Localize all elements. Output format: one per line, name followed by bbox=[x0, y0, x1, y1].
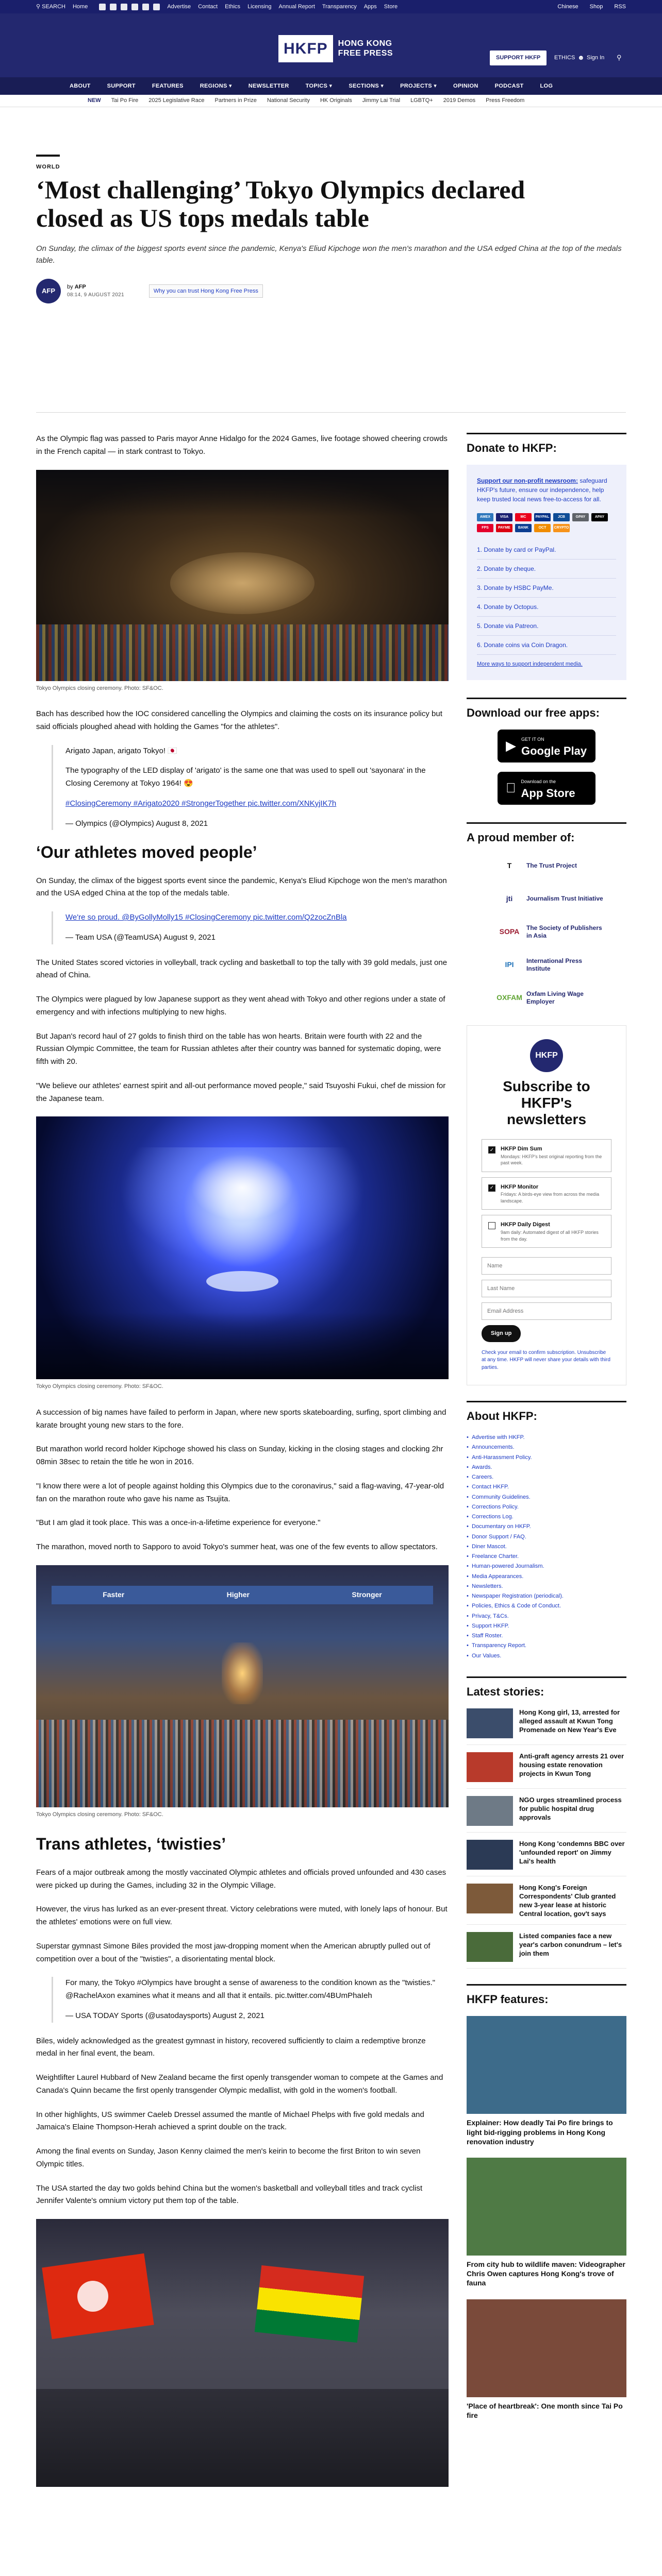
facebook-icon[interactable] bbox=[99, 4, 106, 10]
latest-stories bbox=[467, 1708, 626, 1969]
embedded-tweet bbox=[52, 1977, 449, 2022]
app-store-small: Download on the bbox=[511, 779, 546, 784]
donate-lead-link[interactable]: Support our non-profit newsroom: bbox=[477, 477, 578, 484]
motto-word: Stronger bbox=[352, 1590, 382, 1599]
feature-story[interactable] bbox=[467, 2299, 626, 2420]
latest-story[interactable] bbox=[467, 1840, 626, 1876]
story-thumbnail[interactable] bbox=[467, 1932, 513, 1962]
topbar-link-annual-report[interactable]: Annual Report bbox=[278, 3, 315, 10]
app-store-big: App Store bbox=[511, 786, 566, 800]
about-link[interactable]: • Awards. bbox=[467, 1463, 626, 1472]
trending-item[interactable]: HK Originals bbox=[320, 97, 352, 104]
motto-word: Faster bbox=[103, 1590, 125, 1599]
trust-link[interactable]: Why you can trust Hong Kong Free Press bbox=[149, 284, 263, 298]
member-list bbox=[467, 854, 626, 1010]
features-heading: HKFP features: bbox=[467, 1984, 626, 2008]
about-link[interactable]: • Diner Mascot. bbox=[467, 1542, 626, 1552]
trending-item[interactable]: Partners in Prize bbox=[214, 97, 257, 104]
about-link[interactable]: • Newspaper Registration (periodical). bbox=[467, 1591, 626, 1601]
about-link[interactable]: • Support HKFP. bbox=[467, 1621, 626, 1631]
category-rule bbox=[36, 155, 60, 157]
google-play-text bbox=[521, 733, 587, 758]
payment-method-icon: OCT bbox=[534, 524, 551, 532]
topbar-link-rss[interactable]: RSS bbox=[614, 3, 626, 10]
paragraph: The marathon, moved north to Sapporo to avoid Tokyo's summer heat, was one of the few events to allow spectators. bbox=[36, 1543, 438, 1552]
topbar-link-store[interactable]: Store bbox=[384, 3, 398, 10]
topbar-link-transparency[interactable]: Transparency bbox=[322, 3, 357, 10]
google-play-badge[interactable] bbox=[498, 730, 595, 762]
tweet-hashtags[interactable]: #ClosingCeremony #Arigato2020 #StrongerTogether pic.twitter.com/XNKyjIK7h bbox=[65, 799, 337, 808]
tweet-text[interactable]: We're so proud. @ByGollyMolly15 #ClosingCeremony pic.twitter.com/Q2zocZnBla bbox=[65, 913, 347, 922]
story-title[interactable]: Listed companies face a new year's carbon conundrum – let's join them bbox=[519, 1932, 622, 1958]
payment-method-icon: FPS bbox=[477, 524, 493, 532]
nav-podcast[interactable]: PODCAST bbox=[494, 82, 524, 89]
latest-story[interactable] bbox=[467, 1796, 626, 1833]
tweet-text: For many, the Tokyo #Olympics have brought a sense of awareness to the condition known as the "twisties." @RachelAxon examines what it means and all that it entails. pic.twitter.com/4BUmPhaIeh bbox=[65, 1978, 436, 2001]
latest-story[interactable] bbox=[467, 1708, 626, 1745]
payment-method-icon: PAYPAL bbox=[534, 513, 551, 521]
nav-opinion[interactable]: OPINION bbox=[453, 82, 478, 89]
author-name[interactable]: AFP bbox=[74, 284, 86, 291]
about-link[interactable]: • Media Appearances. bbox=[467, 1572, 626, 1582]
trending-label: NEW bbox=[88, 97, 101, 104]
youtube-icon[interactable] bbox=[131, 4, 138, 10]
about-link[interactable]: • Policies, Ethics & Code of Conduct. bbox=[467, 1601, 626, 1611]
nav-regions[interactable]: REGIONS ▾ bbox=[200, 82, 232, 91]
ethics-link[interactable]: ETHICS bbox=[554, 55, 575, 61]
feature-thumbnail[interactable] bbox=[467, 2299, 626, 2397]
section-heading: Trans athletes, ‘twisties’ bbox=[36, 1835, 226, 1854]
paragraph: Biles, widely acknowledged as the greatest gymnast in history, recovered sufficiently to claim a redemptive bronze medal in her final event, the beam. bbox=[36, 2036, 426, 2058]
paragraph: The USA started the day two golds behind China but the women's basketball and volleyball titles and track cyclist Jennifer Valente's omnium victory put them top of the table. bbox=[36, 2183, 423, 2206]
story-thumbnail[interactable] bbox=[467, 1752, 513, 1782]
article-body bbox=[36, 433, 449, 2502]
about-heading: About HKFP: bbox=[467, 1401, 626, 1425]
google-play-small: GET IT ON bbox=[521, 737, 544, 742]
fireworks-photo bbox=[36, 1116, 449, 1379]
checkbox-checked[interactable]: ✓ bbox=[488, 1184, 495, 1192]
site-header bbox=[0, 13, 662, 77]
about-link[interactable]: • Documentary on HKFP. bbox=[467, 1522, 626, 1532]
apps-heading: Download our free apps: bbox=[467, 698, 626, 721]
signup-button[interactable]: Sign up bbox=[482, 1325, 521, 1342]
about-link[interactable]: • Corrections Log. bbox=[467, 1512, 626, 1522]
nav-log[interactable]: LOG bbox=[540, 82, 553, 89]
paragraph: The Olympics were plagued by low Japanese support as they went ahead with Tokyo and other regions under a state of emergency and with infections multiplying to new highs. bbox=[36, 995, 445, 1016]
nav-support[interactable]: SUPPORT bbox=[107, 82, 136, 89]
paragraph: "But I am glad it took place. This was a once-in-a-lifetime experience for everyone." bbox=[36, 1518, 321, 1528]
trending-item[interactable]: Tai Po Fire bbox=[111, 97, 139, 104]
payment-method-icon: CRYPTO bbox=[553, 524, 570, 532]
topbar-link-licensing[interactable]: Licensing bbox=[247, 3, 272, 10]
main-nav bbox=[0, 77, 662, 95]
donate-lead bbox=[477, 476, 616, 504]
story-title[interactable]: Hong Kong 'condemns BBC over 'unfounded report' on Jimmy Lai's health bbox=[519, 1839, 625, 1865]
option-title: HKFP Daily Digest bbox=[501, 1222, 550, 1228]
paragraph: "We believe our athletes' earnest spirit and all-out performance moved people," said Tsuyoshi Fukui, chef de mission for the Japanese team. bbox=[36, 1081, 446, 1103]
paragraph: The United States scored victories in volleyball, track cycling and basketball to top the tally with 39 gold medals, just one ahead of China. bbox=[36, 958, 448, 980]
member-logo: OXFAM bbox=[496, 993, 522, 1002]
about-links bbox=[467, 1433, 626, 1661]
play-store-icon: ▶ bbox=[506, 738, 516, 753]
nav-topics[interactable]: TOPICS ▾ bbox=[306, 82, 333, 91]
paragraph: In other highlights, US swimmer Caeleb Dressel assumed the mantle of Michael Phelps with five gold medals and Jamaica's Elaine Thompson-Herah achieved a sprint double on the track. bbox=[36, 2110, 424, 2132]
article-lede: On Sunday, the climax of the biggest sports event since the pandemic, Kenya's Eliud Kipchoge won the men's marathon and the USA edged China at the top of the medals table. bbox=[36, 244, 622, 265]
byline-text bbox=[67, 283, 124, 298]
member-logo: T bbox=[507, 861, 512, 870]
nav-features[interactable]: FEATURES bbox=[152, 82, 184, 89]
story-title[interactable]: Anti-graft agency arrests 21 over housing estate renovation projects in Kwun Tong bbox=[519, 1752, 624, 1777]
member-name: The Trust Project bbox=[526, 862, 577, 870]
embedded-tweet bbox=[52, 911, 449, 944]
article-byline bbox=[36, 279, 626, 303]
email-field[interactable] bbox=[482, 1302, 611, 1320]
latest-story[interactable] bbox=[467, 1884, 626, 1925]
sidebar bbox=[467, 433, 626, 2431]
trending-bar bbox=[0, 95, 662, 107]
about-link[interactable]: • Community Guidelines. bbox=[467, 1493, 626, 1502]
tweet-attribution[interactable]: — Team USA (@TeamUSA) August 9, 2021 bbox=[65, 933, 216, 942]
last-name-field[interactable] bbox=[482, 1280, 611, 1297]
tweet-attribution[interactable]: — Olympics (@Olympics) August 8, 2021 bbox=[65, 819, 208, 828]
checkbox-unchecked[interactable] bbox=[488, 1222, 495, 1229]
topbar-link-ethics[interactable]: Ethics bbox=[225, 3, 241, 10]
instagram-icon[interactable] bbox=[121, 4, 127, 10]
donate-lead-text: safeguard HKFP's future, ensure our independence, help keep trusted local news free-to-access for all. bbox=[477, 477, 607, 503]
logo-line-2: FREE PRESS bbox=[338, 48, 393, 58]
sign-in-link[interactable]: Sign In bbox=[587, 55, 605, 61]
member-org[interactable] bbox=[498, 854, 626, 878]
feature-title[interactable]: From city hub to wildlife maven: Videographer Chris Owen captures Hong Kong's trove of fauna bbox=[467, 2260, 625, 2287]
logo-mark: HKFP bbox=[278, 35, 333, 62]
logo-line-1: HONG KONG bbox=[338, 39, 392, 48]
trending-item[interactable]: LGBTQ+ bbox=[410, 97, 433, 104]
story-thumbnail[interactable] bbox=[467, 1884, 513, 1913]
nav-newsletter[interactable]: NEWSLETTER bbox=[248, 82, 289, 89]
photo-caption: Tokyo Olympics closing ceremony. Photo: SF&OC. bbox=[36, 1811, 163, 1818]
section-heading: ‘Our athletes moved people’ bbox=[36, 843, 257, 862]
donate-more-link[interactable]: More ways to support independent media. bbox=[477, 661, 583, 667]
option-title: HKFP Monitor bbox=[501, 1183, 539, 1190]
embedded-tweet bbox=[52, 745, 449, 831]
logo-wordmark bbox=[338, 39, 393, 58]
motto-banner bbox=[52, 1586, 433, 1604]
member-org[interactable] bbox=[498, 953, 626, 977]
option-title: HKFP Dim Sum bbox=[501, 1146, 542, 1153]
donate-option[interactable]: 3. Donate by HSBC PayMe. bbox=[477, 579, 616, 598]
about-link[interactable]: • Careers. bbox=[467, 1472, 626, 1482]
latest-story[interactable] bbox=[467, 1932, 626, 1969]
newsletter-heading: Subscribe to HKFP's newsletters bbox=[503, 1078, 590, 1127]
site-logo[interactable] bbox=[278, 35, 393, 62]
paragraph: As the Olympic flag was passed to Paris mayor Anne Hidalgo for the 2024 Games, live footage showed cheering crowds in the French capital — in stark contrast to Tokyo. bbox=[36, 434, 448, 456]
donate-option[interactable]: 5. Donate via Patreon. bbox=[477, 617, 616, 636]
newsletter-signup bbox=[467, 1025, 626, 1386]
photo-caption: Tokyo Olympics closing ceremony. Photo: SF&OC. bbox=[36, 1383, 163, 1390]
donate-panel bbox=[467, 465, 626, 680]
about-link[interactable]: • Freelance Charter. bbox=[467, 1552, 626, 1562]
about-link[interactable]: • Privacy, T&Cs. bbox=[467, 1612, 626, 1621]
payment-method-icon: BANK bbox=[515, 524, 532, 532]
payment-method-icon: VISA bbox=[496, 513, 512, 521]
paragraph: A succession of big names have failed to perform in Japan, where new sports skateboarding, surfing, sport climbing and karate brought young new stars to the fore. bbox=[36, 1408, 446, 1430]
newsletter-option-dim-sum[interactable] bbox=[482, 1139, 611, 1172]
about-link[interactable]: • Anti-Harassment Policy. bbox=[467, 1453, 626, 1463]
apple-icon bbox=[506, 778, 516, 798]
topbar-link-apps[interactable]: Apps bbox=[363, 3, 377, 10]
newsletter-logo: HKFP bbox=[530, 1039, 563, 1072]
paragraph: But marathon world record holder Kipchoge showed his class on Sunday, kicking in the closing stages and clocking 2hr 08min 38sec to retain the title he won in 2016. bbox=[36, 1445, 443, 1467]
paragraph: Bach has described how the IOC considered cancelling the Olympics and claiming the costs on its insurance policy but said officials ploughed ahead with holding the Games "for the athletes". bbox=[36, 709, 442, 731]
story-thumbnail[interactable] bbox=[467, 1840, 513, 1870]
story-thumbnail[interactable] bbox=[467, 1796, 513, 1826]
paragraph: On Sunday, the climax of the biggest sports event since the pandemic, Kenya's Eliud Kipchoge won the men's marathon and the USA edged China at the top of the medals table. bbox=[36, 876, 447, 898]
trending-item[interactable]: 2019 Demos bbox=[443, 97, 476, 104]
member-logo: SOPA bbox=[499, 927, 520, 936]
social-icons bbox=[99, 4, 160, 10]
figure bbox=[36, 1565, 449, 1819]
member-name: The Society of Publishers in Asia bbox=[526, 924, 602, 939]
newsletter-option-daily-digest[interactable] bbox=[482, 1215, 611, 1248]
article-category[interactable]: WORLD bbox=[36, 164, 60, 170]
paragraph: Among the final events on Sunday, Jason Kenny claimed the men's keirin to become the first Briton to win seven Olympic titles. bbox=[36, 2147, 421, 2168]
member-org[interactable] bbox=[498, 920, 626, 944]
search-label: SEARCH bbox=[42, 3, 65, 10]
donate-option[interactable]: 4. Donate by Octopus. bbox=[477, 598, 616, 617]
topbar-link-advertise[interactable]: Advertise bbox=[167, 3, 191, 10]
about-link[interactable]: • Advertise with HKFP. bbox=[467, 1433, 626, 1443]
figure bbox=[36, 470, 449, 693]
newsletter-option-monitor[interactable] bbox=[482, 1177, 611, 1210]
donate-option[interactable]: 2. Donate by cheque. bbox=[477, 560, 616, 579]
paragraph: Weightlifter Laurel Hubbard of New Zealand became the first openly transgender woman to compete at the Games and Canada's Quinn became the first openly transgender Olympic medallist, with gold in the women's football. bbox=[36, 2073, 443, 2095]
linkedin-icon[interactable] bbox=[142, 4, 149, 10]
stadium-banner-photo bbox=[36, 1565, 449, 1807]
tweet-text: Arigato Japan, arigato Tokyo! 🇯🇵 bbox=[65, 746, 177, 755]
tweet-text: The typography of the LED display of 'arigato' is the same one that was used to spell out 'sayonara' in the Closing Ceremony at Tokyo 1964! 😍 bbox=[65, 766, 426, 788]
nav-about[interactable]: ABOUT bbox=[70, 82, 91, 89]
latest-story[interactable] bbox=[467, 1752, 626, 1789]
option-desc: Mondays: HKFP's best original reporting from the past week. bbox=[501, 1154, 602, 1166]
byline-by: by bbox=[67, 284, 73, 291]
trending-item[interactable]: Jimmy Lai Trial bbox=[362, 97, 401, 104]
article-headline: ‘Most challenging’ Tokyo Olympics declared closed as US tops medals table bbox=[36, 175, 525, 232]
header-divider bbox=[36, 412, 626, 413]
x-icon[interactable] bbox=[110, 4, 117, 10]
feature-title[interactable]: 'Place of heartbreak': One month since Tai Po fire bbox=[467, 2401, 623, 2419]
option-desc: Fridays: A birds-eye view from across the media landscape. bbox=[501, 1192, 600, 1204]
email-icon[interactable] bbox=[153, 4, 160, 10]
donate-option[interactable]: 6. Donate coins via Coin Dragon. bbox=[477, 636, 616, 655]
about-link[interactable]: • Staff Roster. bbox=[467, 1631, 626, 1641]
payment-method-icon: MC bbox=[515, 513, 532, 521]
topbar-link-contact[interactable]: Contact bbox=[198, 3, 218, 10]
trending-item[interactable]: 2025 Legislative Race bbox=[148, 97, 205, 104]
donate-option[interactable]: 1. Donate by card or PayPal. bbox=[477, 540, 616, 560]
member-name: Oxfam Living Wage Employer bbox=[526, 990, 584, 1005]
feature-thumbnail[interactable] bbox=[467, 2158, 626, 2256]
member-logo: IPI bbox=[505, 960, 514, 969]
member-heading: A proud member of: bbox=[467, 822, 626, 846]
paragraph: Fears of a major outbreak among the mostly vaccinated Olympic athletes and officials proved unfounded and 430 cases were picked up during the Games, including 32 in the Olympic Village. bbox=[36, 1868, 446, 1890]
topbar-link-home[interactable]: Home bbox=[72, 3, 88, 10]
figure bbox=[36, 1116, 449, 1391]
story-thumbnail[interactable] bbox=[467, 1708, 513, 1738]
option-desc: 9am daily: Automated digest of all HKFP stories from the day. bbox=[501, 1229, 599, 1242]
article-header bbox=[36, 155, 626, 303]
nav-projects[interactable]: PROJECTS ▾ bbox=[400, 82, 437, 91]
member-name: Journalism Trust Initiative bbox=[526, 895, 603, 903]
payment-methods bbox=[477, 513, 616, 532]
flag-bearers-photo bbox=[36, 2219, 449, 2487]
about-link[interactable]: • Contact HKFP. bbox=[467, 1482, 626, 1492]
newsletter-note: Check your email to confirm subscription. Unsubscribe at any time. HKFP will never share your details with third parties. bbox=[482, 1349, 610, 1370]
payment-method-icon: AMEX bbox=[477, 513, 493, 521]
about-link[interactable]: • Our Values. bbox=[467, 1651, 626, 1661]
nav-sections[interactable]: SECTIONS ▾ bbox=[349, 82, 384, 91]
latest-heading: Latest stories: bbox=[467, 1676, 626, 1700]
tweet-attribution[interactable]: — USA TODAY Sports (@usatodaysports) August 2, 2021 bbox=[65, 2011, 264, 2020]
user-icon[interactable]: ☻ bbox=[577, 54, 585, 61]
payment-method-icon: JCB bbox=[553, 513, 570, 521]
member-org[interactable] bbox=[498, 887, 626, 911]
story-title[interactable]: Hong Kong's Foreign Correspondents' Club granted new 3-year lease at historic Central location, gov't says bbox=[519, 1883, 616, 1918]
feature-thumbnail[interactable] bbox=[467, 2016, 626, 2114]
member-org[interactable] bbox=[498, 986, 626, 1010]
payment-method-icon: GPAY bbox=[572, 513, 589, 521]
checkbox-checked[interactable]: ✓ bbox=[488, 1146, 495, 1154]
about-link[interactable]: • Announcements. bbox=[467, 1443, 626, 1452]
search-link[interactable]: ⚲ SEARCH bbox=[36, 3, 65, 10]
payment-method-icon: APAY bbox=[591, 513, 608, 521]
paragraph: But Japan's record haul of 27 golds to finish third on the table has won hearts. Britain were fourth with 22 and the Russian Olympic Committee, the team for Russian athletes after their country was banned for systematic doping, were fifth with 20. bbox=[36, 1031, 441, 1066]
trending-item[interactable]: National Security bbox=[267, 97, 310, 104]
app-store-text bbox=[511, 775, 575, 801]
topbar-link-chinese[interactable]: Chinese bbox=[557, 3, 578, 10]
about-link[interactable]: • Human-powered Journalism. bbox=[467, 1562, 626, 1571]
feature-title[interactable]: Explainer: How deadly Tai Po fire brings to light bid-rigging problems in Hong Kong renovation industry bbox=[467, 2119, 613, 2146]
member-logo: jti bbox=[506, 894, 513, 903]
paragraph: However, the virus has lurked as an ever-present threat. Victory celebrations were muted, with lonely laps of honour. But the athletes' emotions were on full view. bbox=[36, 1905, 448, 1927]
story-title[interactable]: Hong Kong girl, 13, arrested for alleged assault at Kwun Tong Promenade on New Year's Eve bbox=[519, 1708, 620, 1734]
about-link[interactable]: • Corrections Policy. bbox=[467, 1502, 626, 1512]
support-hkfp-button[interactable]: SUPPORT HKFP bbox=[490, 50, 547, 65]
photo-caption: Tokyo Olympics closing ceremony. Photo: SF&OC. bbox=[36, 685, 163, 691]
donate-heading: Donate to HKFP: bbox=[467, 433, 626, 456]
google-play-big: Google Play bbox=[521, 744, 587, 757]
trending-item[interactable]: Press Freedom bbox=[486, 97, 525, 104]
utility-bar bbox=[0, 0, 662, 13]
first-name-field[interactable] bbox=[482, 1257, 611, 1275]
payment-method-icon: PAYME bbox=[496, 524, 512, 532]
member-name: International Press Institute bbox=[526, 957, 583, 972]
author-avatar[interactable]: AFP bbox=[36, 279, 61, 303]
app-store-badge[interactable] bbox=[498, 772, 595, 805]
about-link[interactable]: • Newsletters. bbox=[467, 1582, 626, 1591]
motto-word: Higher bbox=[226, 1590, 250, 1599]
topbar-link-shop[interactable]: Shop bbox=[589, 3, 603, 10]
feature-story[interactable] bbox=[467, 2158, 626, 2288]
paragraph: Superstar gymnast Simone Biles provided the most jaw-dropping moment when the American abruptly pulled out of competition over a bout of the "twisties", a disorientating mental block. bbox=[36, 1941, 431, 1963]
story-title[interactable]: NGO urges streamlined process for public hospital drug approvals bbox=[519, 1795, 622, 1821]
publish-date: 08:14, 9 AUGUST 2021 bbox=[67, 292, 124, 298]
about-link[interactable]: • Donor Support / FAQ. bbox=[467, 1532, 626, 1542]
closing-ceremony-photo bbox=[36, 470, 449, 681]
feature-story[interactable] bbox=[467, 2016, 626, 2146]
search-icon[interactable]: ⚲ bbox=[617, 54, 622, 61]
paragraph: "I know there were a lot of people against holding this Olympics due to the coronavirus," said a flag-waving, 47-year-old fan on the marathon route who gave his name as Tsujita. bbox=[36, 1481, 444, 1503]
figure bbox=[36, 2219, 449, 2487]
feature-stories bbox=[467, 2016, 626, 2420]
about-link[interactable]: • Transparency Report. bbox=[467, 1641, 626, 1651]
